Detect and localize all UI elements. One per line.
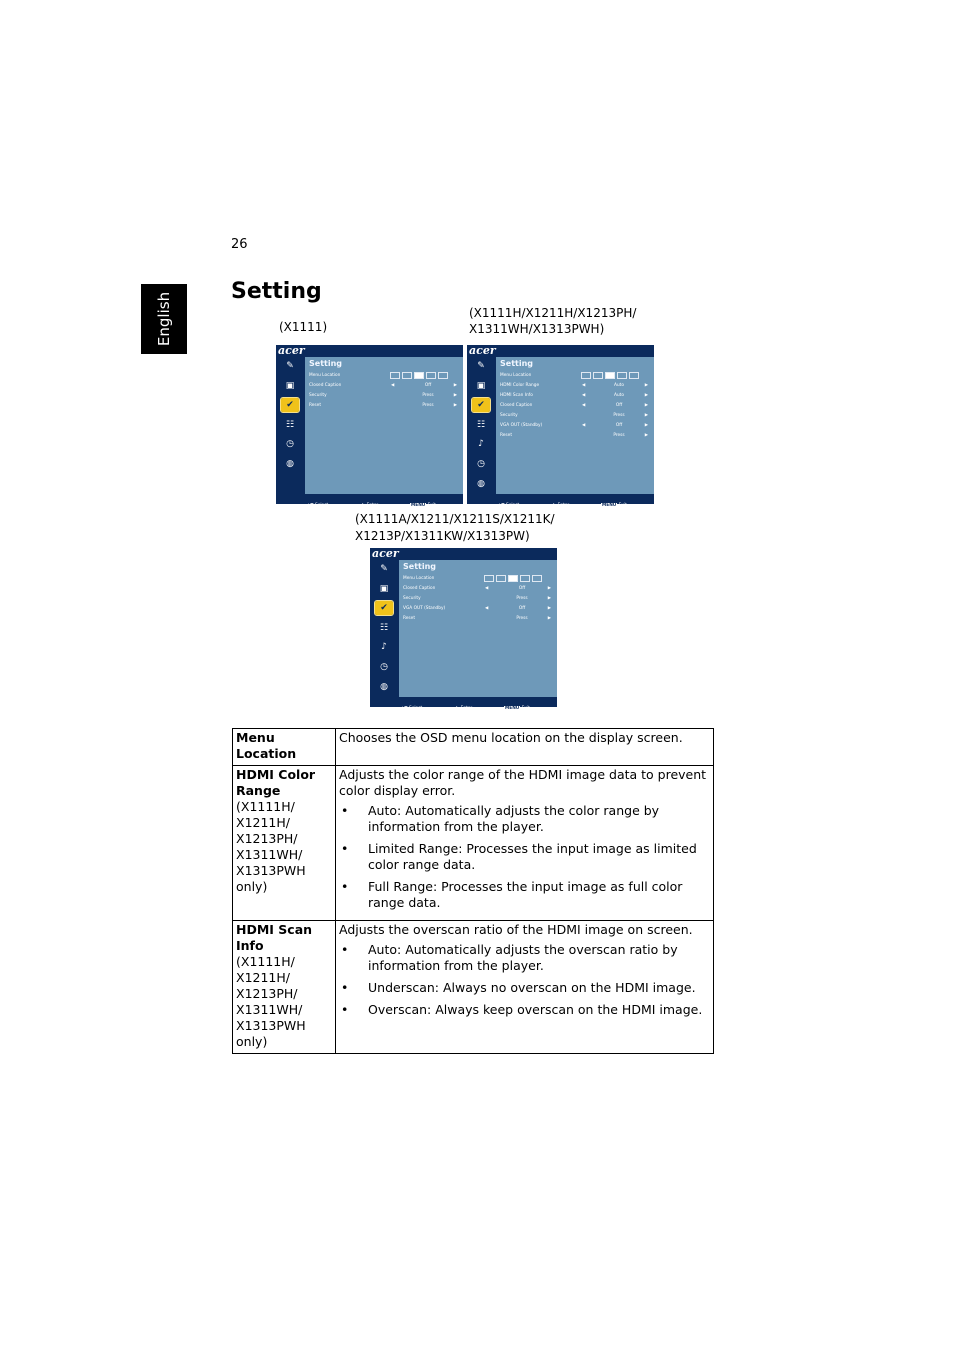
management-icon: ☷: [285, 419, 295, 430]
osd-menu-row: [500, 432, 650, 441]
osd-topbar: [496, 345, 654, 357]
menu-location-box-icon: [438, 372, 448, 379]
menu-location-box-icon: [593, 372, 603, 379]
language-icon: ◍: [380, 681, 388, 692]
caption-x1111a-line2: X1213P/X1311KW/X1313PW): [355, 529, 530, 543]
left-arrow-icon: ◀: [485, 586, 489, 591]
model-note: X1211H/: [236, 970, 290, 985]
image-icon: ▣: [285, 380, 295, 391]
parameter-cell: [233, 729, 336, 766]
footer-exit: MENU Exit: [505, 706, 530, 711]
acer-logo: acer: [278, 344, 305, 357]
menu-location-box-icon: [617, 372, 627, 379]
osd-screenshot-x1111: [276, 344, 463, 508]
footer-select: ▲▼ Select: [307, 503, 329, 508]
osd-menu-row: [309, 372, 459, 381]
caption-x1111h-line1: (X1111H/X1211H/X1213PH/: [469, 306, 637, 320]
model-note: X1311WH/: [236, 1002, 303, 1017]
audio-icon: ♪: [381, 642, 387, 653]
description-text: Chooses the OSD menu location on the display screen.: [339, 730, 683, 745]
osd-menu-title: Setting: [403, 562, 436, 571]
osd-row-value: Press: [613, 433, 625, 438]
menu-location-box-icon: [426, 372, 436, 379]
model-note: (X1111H/: [236, 954, 295, 969]
right-arrow-icon: ▶: [453, 383, 457, 388]
left-arrow-icon: ◀: [582, 403, 586, 408]
color-icon: ✎: [477, 361, 485, 371]
osd-row-value: Press: [516, 596, 528, 601]
osd-menu-row: [403, 615, 553, 624]
osd-row-value: Off: [518, 606, 526, 611]
right-arrow-icon: ▶: [644, 423, 648, 428]
parameter-cell: [233, 766, 336, 921]
language-icon: ◍: [286, 459, 294, 469]
footer-select: ▲▼ Select: [401, 706, 423, 711]
image-icon: ▣: [476, 380, 486, 391]
osd-screenshot-x1111h: [467, 344, 654, 508]
osd-row-label: Security: [309, 393, 327, 398]
right-arrow-icon: ▶: [644, 413, 648, 418]
osd-screenshot-x1111a: [370, 547, 557, 711]
language-tab: [141, 284, 187, 354]
left-arrow-icon: ◀: [582, 423, 586, 428]
menu-location-box-icon: [520, 575, 530, 582]
osd-row-value: Off: [424, 383, 432, 388]
osd-row-value: Press: [422, 393, 434, 398]
osd-menu-row: [500, 412, 650, 421]
option-item: • Full Range: Processes the input image as full color range data.: [339, 879, 711, 911]
timer-icon: ◷: [380, 662, 388, 672]
menu-location-box-icon: [532, 575, 542, 582]
management-icon: ☷: [476, 419, 486, 430]
audio-icon: ♪: [478, 439, 484, 450]
left-arrow-icon: ◀: [582, 393, 586, 398]
left-arrow-icon: ◀: [391, 383, 395, 388]
right-arrow-icon: ▶: [644, 383, 648, 388]
parameter-cell: [233, 921, 336, 1054]
osd-menu-row: [500, 382, 650, 391]
osd-menu-row: [309, 382, 459, 391]
osd-row-label: HDMI Scan Info: [500, 393, 533, 398]
right-arrow-icon: ▶: [547, 606, 551, 611]
parameter-name: HDMI Color Range: [236, 767, 316, 798]
right-arrow-icon: ▶: [644, 433, 648, 438]
osd-row-label: Security: [500, 413, 518, 418]
menu-location-box-icon: [496, 575, 506, 582]
menu-location-options: [581, 372, 639, 379]
page-number: 26: [231, 237, 248, 252]
parameter-name: Menu Location: [236, 730, 297, 761]
option-item: • Underscan: Always no overscan on the HDMI image.: [339, 980, 711, 996]
osd-menu-row: [309, 392, 459, 401]
model-note: X1313PWH: [236, 863, 306, 878]
right-arrow-icon: ▶: [547, 596, 551, 601]
osd-row-value: Auto: [614, 383, 624, 388]
description-text: Adjusts the color range of the HDMI image data to prevent color display error.: [339, 767, 707, 798]
acer-logo: acer: [372, 547, 399, 560]
left-arrow-icon: ◀: [485, 606, 489, 611]
language-icon: ◍: [477, 478, 485, 489]
menu-location-box-icon: [402, 372, 412, 379]
osd-row-value: Off: [615, 403, 623, 408]
right-arrow-icon: ▶: [547, 616, 551, 621]
model-note: X1213PH/: [236, 831, 298, 846]
model-note: X1313PWH: [236, 1018, 306, 1033]
menu-location-box-icon: [414, 372, 424, 379]
timer-icon: ◷: [477, 459, 485, 469]
option-item: • Auto: Automatically adjusts the color range by information from the player.: [339, 803, 711, 835]
right-arrow-icon: ▶: [453, 403, 457, 408]
menu-location-options: [484, 575, 542, 582]
osd-row-label: Closed Caption: [309, 383, 342, 388]
osd-row-label: Closed Caption: [500, 403, 533, 408]
osd-menu-row: [403, 605, 553, 614]
model-note: (X1111H/: [236, 799, 295, 814]
management-icon: ☷: [379, 622, 389, 633]
option-item: • Overscan: Always keep overscan on the HDMI image.: [339, 1002, 711, 1018]
right-arrow-icon: ▶: [547, 586, 551, 591]
page-title: Setting: [231, 279, 322, 304]
table-row: [233, 921, 714, 1054]
osd-menu-row: [500, 422, 650, 431]
osd-row-value: Press: [613, 413, 625, 418]
osd-row-label: Menu Location: [403, 576, 435, 581]
osd-row-label: Closed Caption: [403, 586, 436, 591]
description-cell: [336, 729, 714, 766]
osd-menu-title: Setting: [500, 359, 533, 368]
osd-row-label: HDMI Color Range: [500, 383, 540, 388]
osd-menu-row: [500, 392, 650, 401]
osd-row-label: Reset: [403, 616, 416, 621]
menu-location-options: [390, 372, 448, 379]
left-arrow-icon: ◀: [582, 383, 586, 388]
osd-row-label: VGA OUT (Standby): [500, 423, 543, 428]
menu-location-box-icon: [390, 372, 400, 379]
setting-icon: ✔: [472, 398, 490, 412]
osd-row-label: Security: [403, 596, 421, 601]
menu-key-icon: MENU: [505, 706, 520, 711]
osd-row-value: Auto: [614, 393, 624, 398]
osd-menu-row: [403, 585, 553, 594]
footer-enter: ▶ Enter: [553, 503, 570, 508]
osd-row-label: Reset: [309, 403, 322, 408]
setting-icon: ✔: [281, 398, 299, 412]
setting-options-table: [232, 728, 714, 1054]
footer-enter: ▶ Enter: [456, 706, 473, 711]
osd-menu-row: [403, 595, 553, 604]
image-icon: ▣: [379, 583, 389, 594]
osd-row-label: VGA OUT (Standby): [403, 606, 446, 611]
acer-logo: acer: [469, 344, 496, 357]
osd-row-value: Press: [422, 403, 434, 408]
osd-row-label: Menu Location: [500, 373, 532, 378]
osd-menu-title: Setting: [309, 359, 342, 368]
menu-location-box-icon: [581, 372, 591, 379]
option-item: • Auto: Automatically adjusts the overscan ratio by information from the player.: [339, 942, 711, 974]
option-item: • Limited Range: Processes the input image as limited color range data.: [339, 841, 711, 873]
setting-icon: ✔: [375, 601, 393, 615]
description-text: Adjusts the overscan ratio of the HDMI image on screen.: [339, 922, 693, 937]
menu-location-box-icon: [605, 372, 615, 379]
model-note: X1311WH/: [236, 847, 303, 862]
osd-topbar: [305, 345, 463, 357]
option-list: [339, 942, 711, 1018]
osd-row-label: Reset: [500, 433, 513, 438]
osd-row-value: Press: [516, 616, 528, 621]
footer-exit: MENU Exit: [411, 503, 436, 508]
right-arrow-icon: ▶: [644, 403, 648, 408]
model-note: X1213PH/: [236, 986, 298, 1001]
caption-x1111: (X1111): [279, 320, 328, 334]
osd-menu-row: [500, 372, 650, 381]
osd-row-value: Off: [518, 586, 526, 591]
description-cell: [336, 766, 714, 921]
menu-location-box-icon: [508, 575, 518, 582]
footer-select: ▲▼ Select: [498, 503, 520, 508]
model-note: only): [236, 879, 268, 894]
language-tab-label: English: [155, 291, 173, 347]
osd-topbar: [399, 548, 557, 560]
color-icon: ✎: [286, 361, 294, 371]
table-row: [233, 729, 714, 766]
caption-x1111h-line2: X1311WH/X1313PWH): [469, 322, 605, 336]
model-note: X1211H/: [236, 815, 290, 830]
parameter-name: HDMI Scan Info: [236, 922, 313, 953]
osd-menu-row: [403, 575, 553, 584]
color-icon: ✎: [380, 564, 388, 574]
menu-location-box-icon: [629, 372, 639, 379]
model-note: only): [236, 1034, 268, 1049]
option-list: [339, 803, 711, 911]
caption-x1111a-line1: (X1111A/X1211/X1211S/X1211K/: [355, 512, 555, 526]
right-arrow-icon: ▶: [644, 393, 648, 398]
menu-key-icon: MENU: [602, 503, 617, 508]
footer-exit: MENU Exit: [602, 503, 627, 508]
osd-menu-row: [500, 402, 650, 411]
timer-icon: ◷: [286, 439, 294, 450]
osd-menu-row: [309, 402, 459, 411]
table-row: [233, 766, 714, 921]
menu-location-box-icon: [484, 575, 494, 582]
description-cell: [336, 921, 714, 1054]
right-arrow-icon: ▶: [453, 393, 457, 398]
footer-enter: ▶ Enter: [362, 503, 379, 508]
osd-row-label: Menu Location: [309, 373, 341, 378]
osd-row-value: Off: [615, 423, 623, 428]
menu-key-icon: MENU: [411, 503, 426, 508]
